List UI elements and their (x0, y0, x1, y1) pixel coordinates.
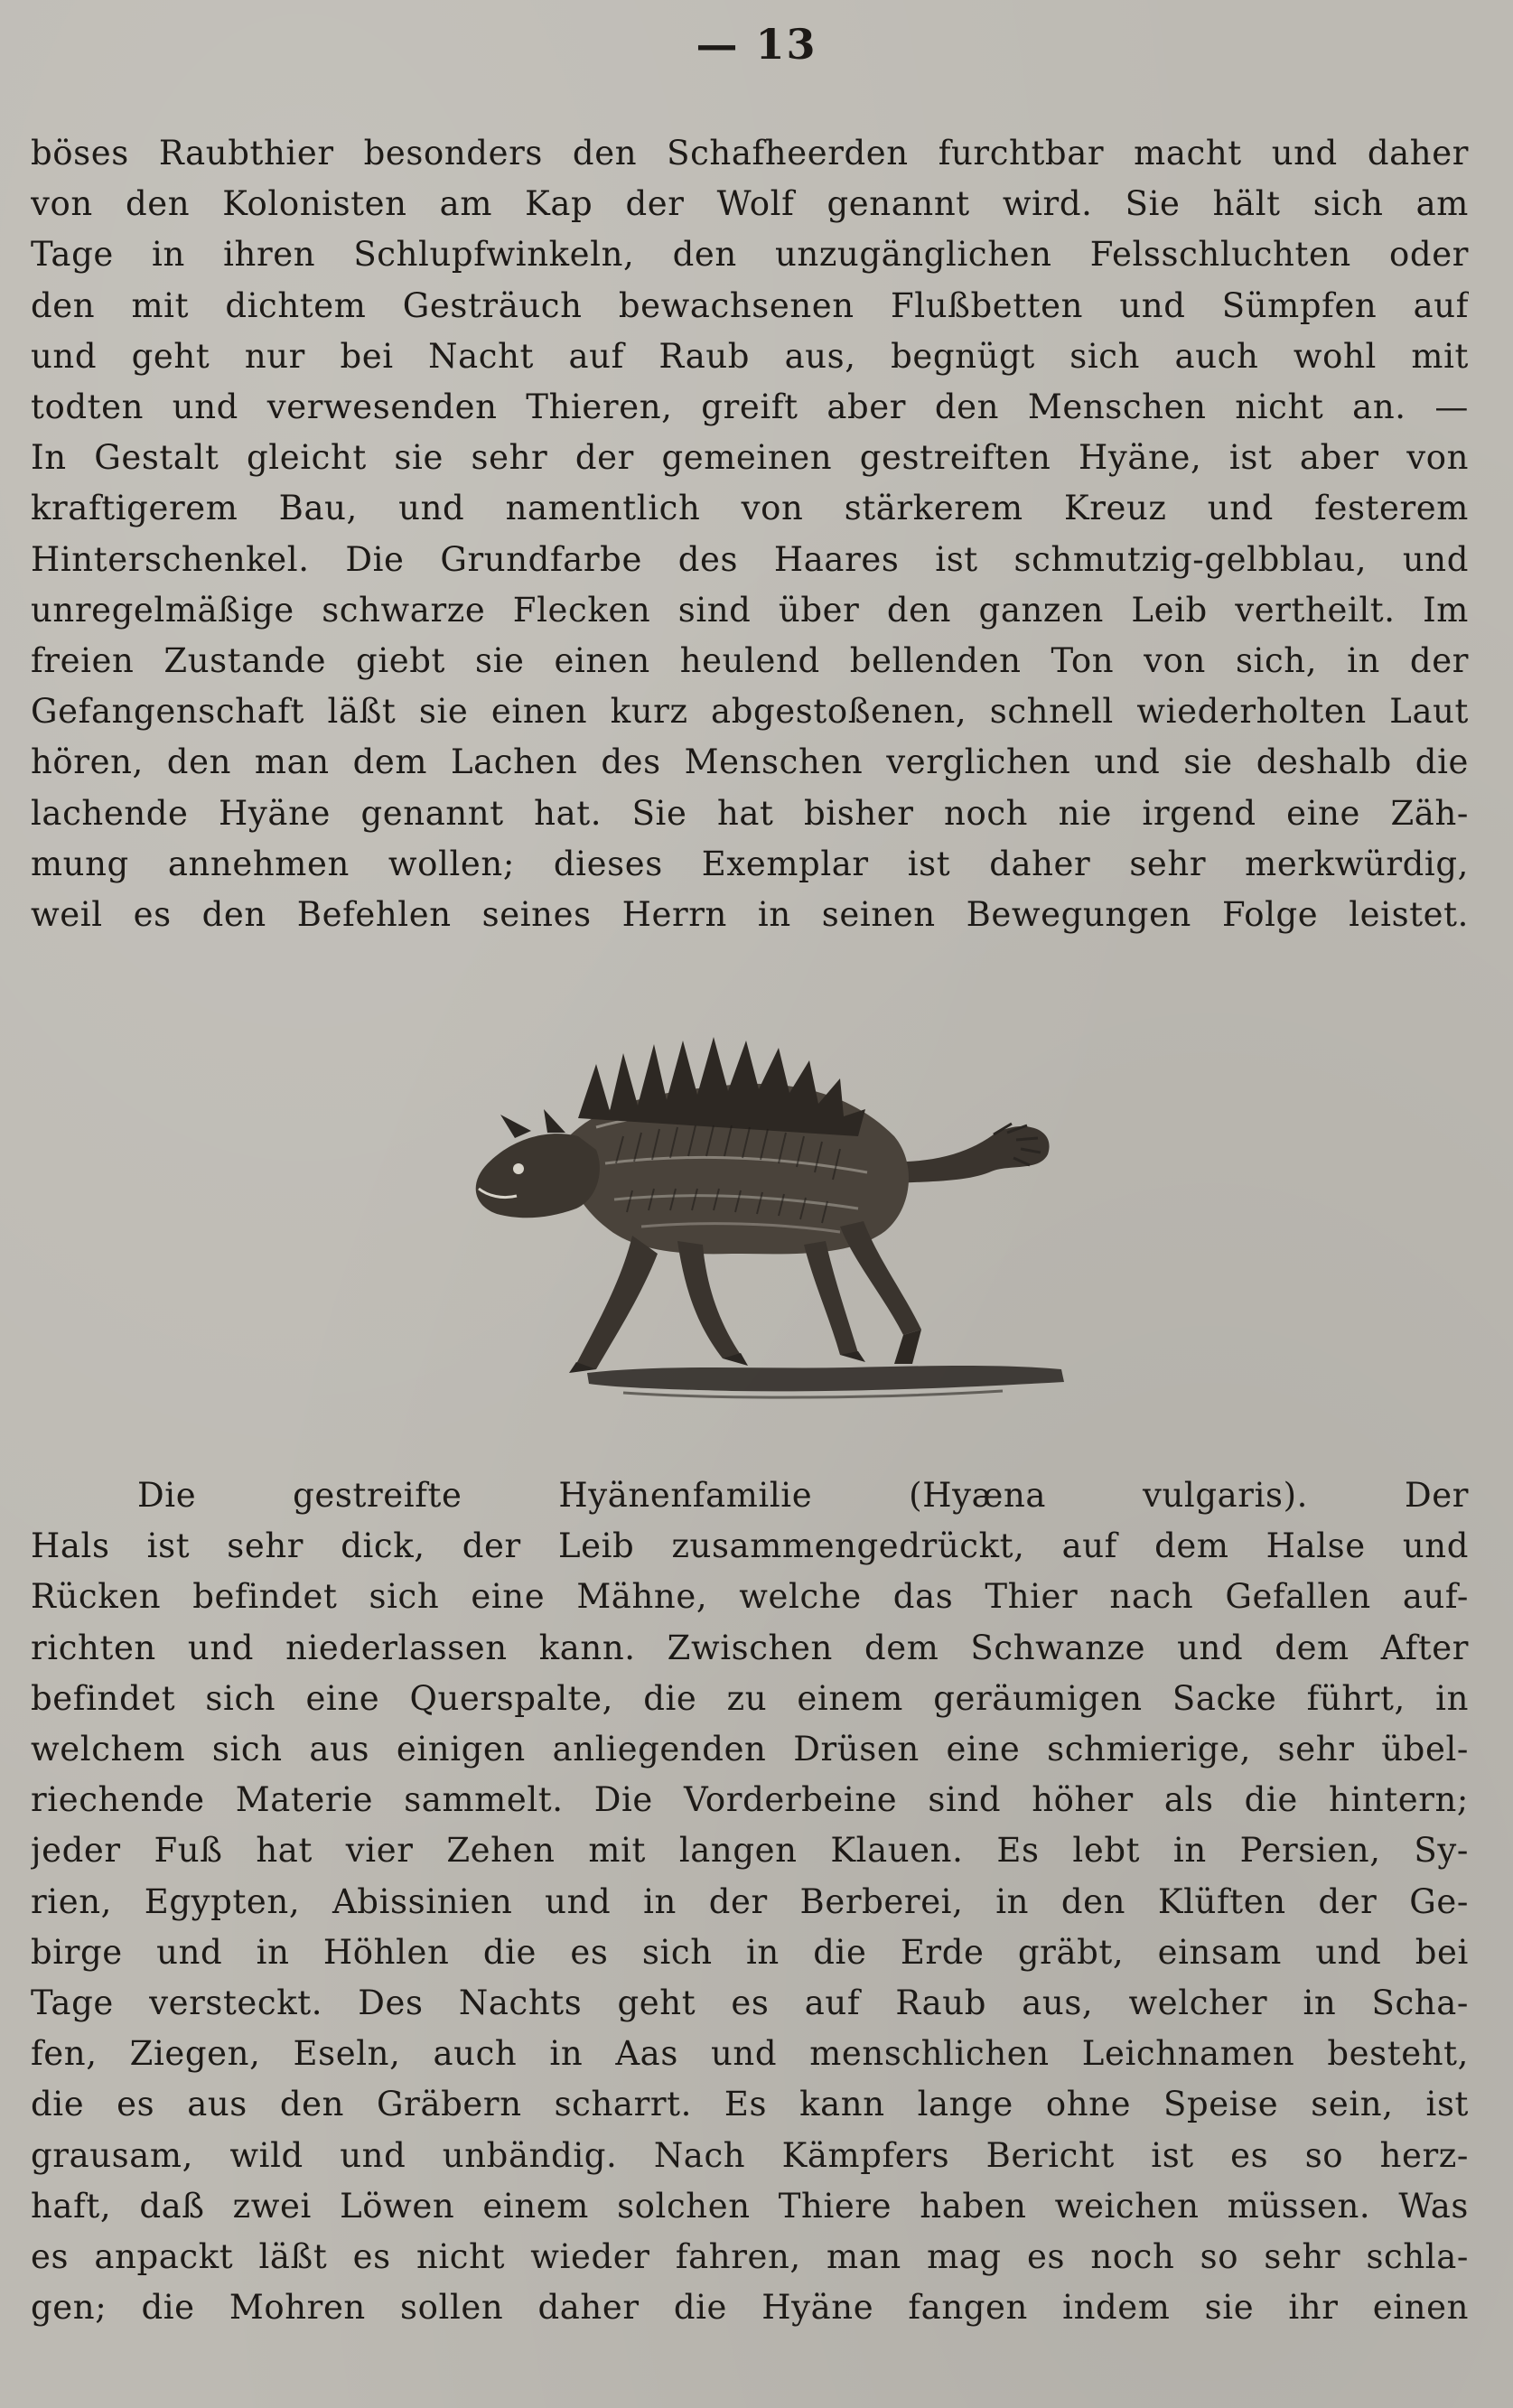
text-line: die es aus den Gräbern scharrt. Es kann lange ohne Speise sein, ist (31, 2085, 1469, 2124)
page-number: — 13 (696, 20, 817, 69)
text-line: welchem sich aus einigen anliegenden Drüsen eine schmierige, sehr übel- (31, 1730, 1469, 1769)
text-line: von den Kolonisten am Kap der Wolf genannt wird. Sie hält sich am (31, 184, 1469, 224)
text-line: befindet sich eine Querspalte, die zu einem geräumigen Sacke führt, in (31, 1678, 1469, 1718)
text-line: freien Zustande giebt sie einen heulend bellenden Ton von sich, in der (31, 641, 1469, 681)
text-line-heading: Die gestreifte Hyänenfamilie (Hyæna vulgaris). Der (137, 1476, 1469, 1515)
text-line: und geht nur bei Nacht auf Raub aus, begnügt sich auch wohl mit (31, 336, 1469, 376)
paragraph-hyena-description (31, 128, 1469, 940)
text-line: Hals ist sehr dick, der Leib zusammengedrückt, auf dem Halse und (31, 1526, 1469, 1566)
text-line: lachende Hyäne genannt hat. Sie hat bisher noch nie irgend eine Zäh- (31, 793, 1469, 833)
text-line: Hinterschenkel. Die Grundfarbe des Haares ist schmutzig-gelbblau, und (31, 539, 1469, 579)
hyena-woodcut-icon (461, 1028, 1075, 1416)
text-line: riechende Materie sammelt. Die Vorderbeine sind höher als die hintern; (31, 1780, 1469, 1820)
text-line: fen, Ziegen, Eseln, auch in Aas und menschlichen Leichnamen besteht, (31, 2034, 1469, 2074)
text-line: richten und niederlassen kann. Zwischen dem Schwanze und dem After (31, 1628, 1469, 1667)
text-line: In Gestalt gleicht sie sehr der gemeinen gestreiften Hyäne, ist aber von (31, 438, 1469, 478)
text-line: grausam, wild und unbändig. Nach Kämpfers Bericht ist es so herz- (31, 2135, 1469, 2175)
text-line: jeder Fuß hat vier Zehen mit langen Klauen. Es lebt in Persien, Sy- (31, 1831, 1469, 1871)
text-line: Tage versteckt. Des Nachts geht es auf Raub aus, welcher in Scha- (31, 1983, 1469, 2023)
text-line: todten und verwesenden Thieren, greift aber den Menschen nicht an. — (31, 387, 1469, 427)
text-line: haft, daß zwei Löwen einem solchen Thiere haben weichen müssen. Was (31, 2186, 1469, 2226)
text-line: den mit dichtem Gesträuch bewachsenen Flußbetten und Sümpfen auf (31, 285, 1469, 325)
text-line: rien, Egypten, Abissinien und in der Berberei, in den Klüften der Ge- (31, 1881, 1469, 1921)
text-line: weil es den Befehlen seines Herrn in seinen Bewegungen Folge leistet. (31, 895, 1469, 935)
text-line: gen; die Mohren sollen daher die Hyäne fangen indem sie ihr einen (31, 2288, 1469, 2328)
text-line: hören, den man dem Lachen des Menschen verglichen und sie deshalb die (31, 742, 1469, 782)
text-line: birge und in Höhlen die es sich in die Erde gräbt, einsam und bei (31, 1932, 1469, 1972)
paragraph-striped-hyena (31, 1470, 1469, 2333)
text-line: es anpackt läßt es nicht wieder fahren, man mag es noch so sehr schla- (31, 2237, 1469, 2277)
text-line: kraftigerem Bau, und namentlich von stärkerem Kreuz und festerem (31, 489, 1469, 528)
text-line: Rücken befindet sich eine Mähne, welche das Thier nach Gefallen auf- (31, 1577, 1469, 1617)
text-line: Gefangenschaft läßt sie einen kurz abgestoßenen, schnell wiederholten Laut (31, 692, 1469, 732)
text-line: Tage in ihren Schlupfwinkeln, den unzugänglichen Felsschluchten oder (31, 235, 1469, 275)
text-line: mung annehmen wollen; dieses Exemplar ist daher sehr merkwürdig, (31, 844, 1469, 883)
text-line: unregelmäßige schwarze Flecken sind über den ganzen Leib vertheilt. Im (31, 590, 1469, 630)
text-line: böses Raubthier besonders den Schafheerden furchtbar macht und daher (31, 134, 1469, 173)
